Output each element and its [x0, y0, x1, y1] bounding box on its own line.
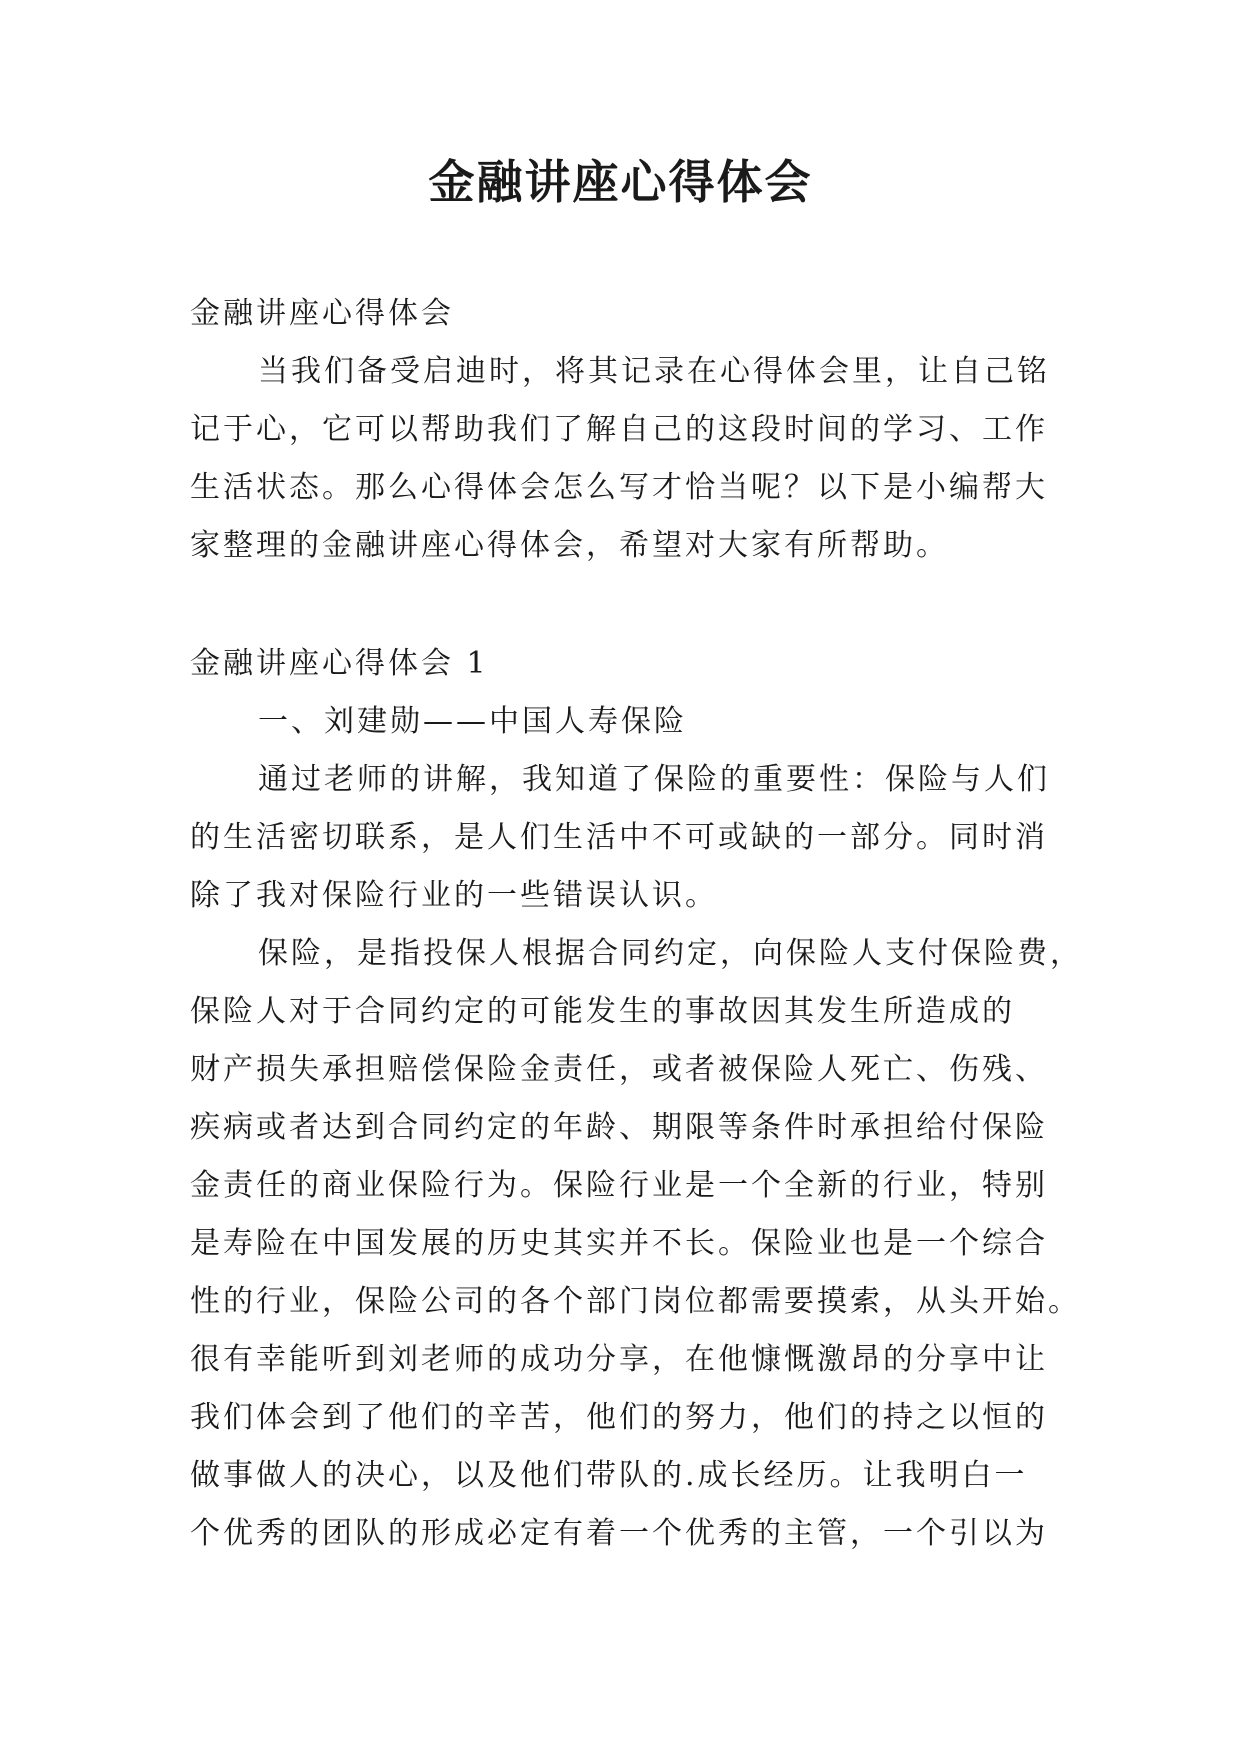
section-1-paragraph-2-line: 财产损失承担赔偿保险金责任，或者被保险人死亡、伤残、: [190, 1052, 1048, 1087]
section-1-paragraph-2-line: 我们体会到了他们的辛苦，他们的努力，他们的持之以恒的: [190, 1400, 1048, 1435]
intro-paragraph-line: 记于心，它可以帮助我们了解自己的这段时间的学习、工作: [190, 412, 1048, 447]
section-1-paragraph-1-line: 除了我对保险行业的一些错误认识。: [190, 878, 718, 913]
section-1-paragraph-2-line: 疾病或者达到合同约定的年龄、期限等条件时承担给付保险: [190, 1110, 1048, 1145]
section-1-paragraph-2-line: 性的行业，保险公司的各个部门岗位都需要摸索，从头开始。: [190, 1284, 1081, 1319]
intro-paragraph-line: 生活状态。那么心得体会怎么写才恰当呢？以下是小编帮大: [190, 470, 1048, 505]
section-1-paragraph-2-line: 做事做人的决心，以及他们带队的.成长经历。让我明白一: [190, 1458, 1028, 1493]
section-1-paragraph-2-line: 保险，是指投保人根据合同约定，向保险人支付保险费，: [258, 936, 1083, 971]
section-1-paragraph-2-line: 是寿险在中国发展的历史其实并不长。保险业也是一个综合: [190, 1226, 1048, 1261]
section-1-heading: 金融讲座心得体会 1: [190, 646, 489, 681]
intro-paragraph-line: 当我们备受启迪时，将其记录在心得体会里，让自己铭: [258, 354, 1050, 389]
section-1: [190, 635, 1083, 1563]
intro-section: [190, 285, 1060, 575]
section-1-paragraph-1-line: 通过老师的讲解，我知道了保险的重要性：保险与人们: [258, 762, 1050, 797]
section-1-paragraph-2-line: 很有幸能听到刘老师的成功分享，在他慷慨激昂的分享中让: [190, 1342, 1048, 1377]
intro-heading: 金融讲座心得体会: [190, 296, 454, 331]
document-title: 金融讲座心得体会: [428, 155, 813, 209]
section-1-subheading: 一、刘建勋——中国人寿保险: [258, 704, 687, 739]
intro-paragraph-line: 家整理的金融讲座心得体会，希望对大家有所帮助。: [190, 528, 949, 563]
section-1-paragraph-2-line: 保险人对于合同约定的可能发生的事故因其发生所造成的: [190, 994, 1015, 1029]
section-1-paragraph-1-line: 的生活密切联系，是人们生活中不可或缺的一部分。同时消: [190, 820, 1048, 855]
section-1-paragraph-2-line: 个优秀的团队的形成必定有着一个优秀的主管，一个引以为: [190, 1516, 1048, 1551]
section-1-paragraph-2-line: 金责任的商业保险行为。保险行业是一个全新的行业，特别: [190, 1168, 1048, 1203]
